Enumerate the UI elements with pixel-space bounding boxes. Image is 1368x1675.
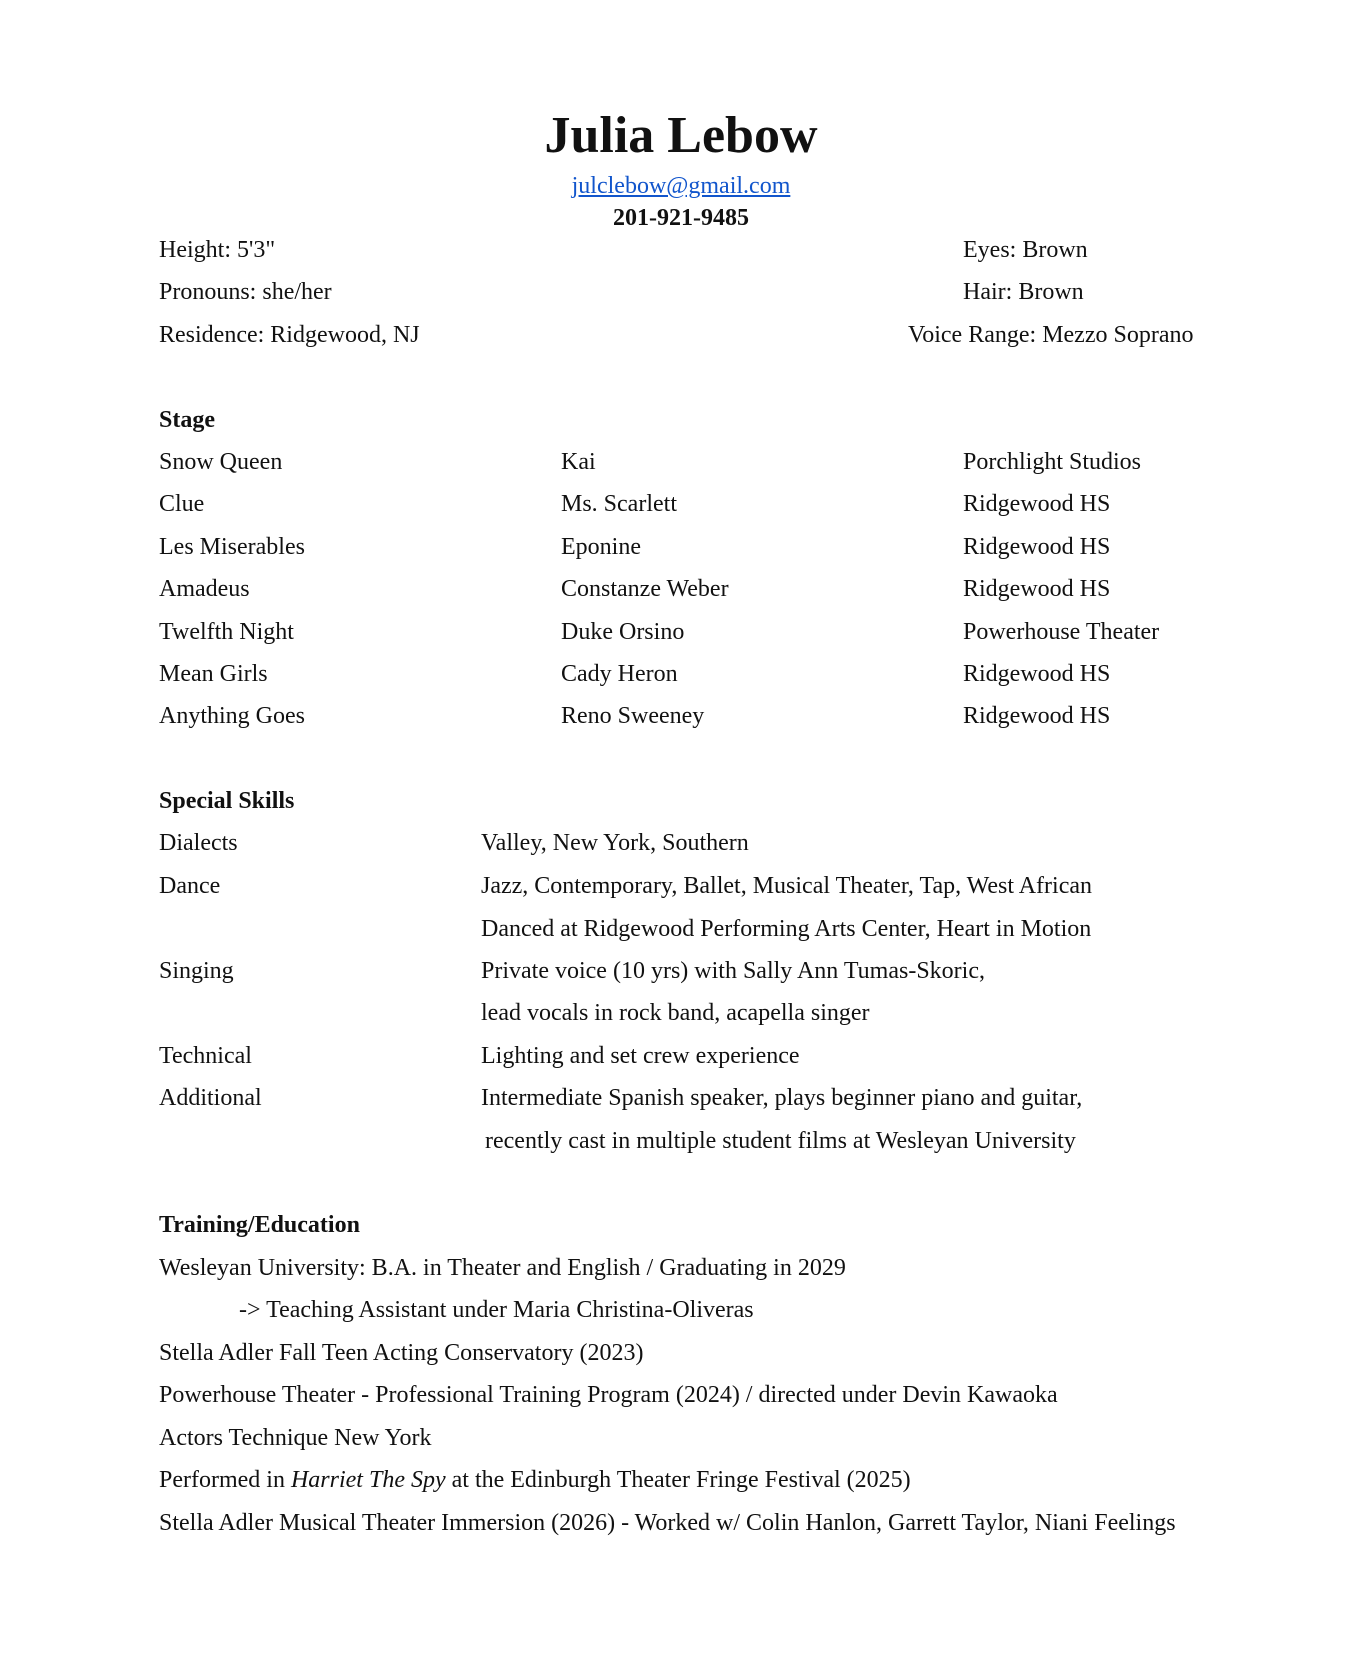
phone-number: 201-921-9485 (613, 205, 749, 231)
skill-detail: Danced at Ridgewood Performing Arts Center, Heart in Motion (481, 916, 1092, 942)
training-edinburgh-show-title: Harriet The Spy (290, 1467, 446, 1493)
vital-pronouns: Pronouns: she/her (159, 279, 332, 305)
stage-show: Anything Goes (159, 703, 305, 729)
skill-label-technical: Technical (159, 1043, 252, 1069)
skills-heading: Special Skills (159, 788, 295, 814)
stage-role: Kai (561, 449, 596, 475)
stage-role: Cady Heron (561, 661, 678, 687)
training-edinburgh (159, 1464, 911, 1496)
training-edinburgh-post: at the Edinburgh Theater Fringe Festival (2025) (445, 1467, 911, 1493)
skill-detail: Jazz, Contemporary, Ballet, Musical Theater, Tap, West African (481, 873, 1093, 899)
email-line (0, 170, 1362, 202)
stage-venue: Ridgewood HS (963, 661, 1111, 687)
training-stella-adler-musical: Stella Adler Musical Theater Immersion (2026) - Worked w/ Colin Hanlon, Garrett Taylor, Niani Feelings (159, 1510, 1176, 1536)
vital-hair: Hair: Brown (963, 279, 1084, 305)
stage-show: Twelfth Night (159, 619, 294, 645)
stage-role: Reno Sweeney (561, 703, 705, 729)
skill-detail: Lighting and set crew experience (481, 1043, 800, 1069)
skill-detail: Intermediate Spanish speaker, plays beginner piano and guitar, (481, 1085, 1083, 1111)
vital-height: Height: 5'3" (159, 237, 276, 263)
training-teaching-assistant: -> Teaching Assistant under Maria Christina-Oliveras (239, 1297, 754, 1323)
resume-name: Julia Lebow (544, 107, 818, 164)
stage-show: Les Miserables (159, 534, 305, 560)
stage-venue: Ridgewood HS (963, 534, 1111, 560)
skill-label-additional: Additional (159, 1085, 262, 1111)
stage-venue: Porchlight Studios (963, 449, 1142, 475)
training-actors-technique: Actors Technique New York (159, 1425, 432, 1451)
stage-venue: Powerhouse Theater (963, 619, 1160, 645)
stage-venue: Ridgewood HS (963, 491, 1111, 517)
skill-label-dance: Dance (159, 873, 221, 899)
stage-venue: Ridgewood HS (963, 703, 1111, 729)
training-powerhouse: Powerhouse Theater - Professional Training Program (2024) / directed under Devin Kawaoka (159, 1382, 1058, 1408)
stage-role: Eponine (561, 534, 641, 560)
vital-eyes: Eyes: Brown (963, 237, 1088, 263)
skill-label-dialects: Dialects (159, 830, 238, 856)
skill-label-singing: Singing (159, 958, 234, 984)
training-stella-adler-teen: Stella Adler Fall Teen Acting Conservatory (2023) (159, 1340, 644, 1366)
skill-detail: recently cast in multiple student films at Wesleyan University (485, 1128, 1076, 1154)
skill-detail: lead vocals in rock band, acapella singer (481, 1000, 870, 1026)
skill-detail: Valley, New York, Southern (481, 830, 749, 856)
stage-heading: Stage (159, 407, 215, 433)
email-link[interactable]: julclebow@gmail.com (571, 173, 791, 199)
stage-show: Amadeus (159, 576, 250, 602)
stage-role: Ms. Scarlett (561, 491, 677, 517)
training-heading: Training/Education (159, 1212, 360, 1238)
stage-show: Mean Girls (159, 661, 268, 687)
skill-detail: Private voice (10 yrs) with Sally Ann Tumas-Skoric, (481, 958, 985, 984)
vital-residence: Residence: Ridgewood, NJ (159, 322, 420, 348)
stage-show: Clue (159, 491, 205, 517)
stage-show: Snow Queen (159, 449, 283, 475)
stage-venue: Ridgewood HS (963, 576, 1111, 602)
training-edinburgh-pre: Performed in (159, 1467, 291, 1493)
stage-role: Constanze Weber (561, 576, 729, 602)
vital-voice-range: Voice Range: Mezzo Soprano (908, 322, 1194, 348)
stage-role: Duke Orsino (561, 619, 685, 645)
training-wesleyan: Wesleyan University: B.A. in Theater and English / Graduating in 2029 (159, 1255, 846, 1281)
